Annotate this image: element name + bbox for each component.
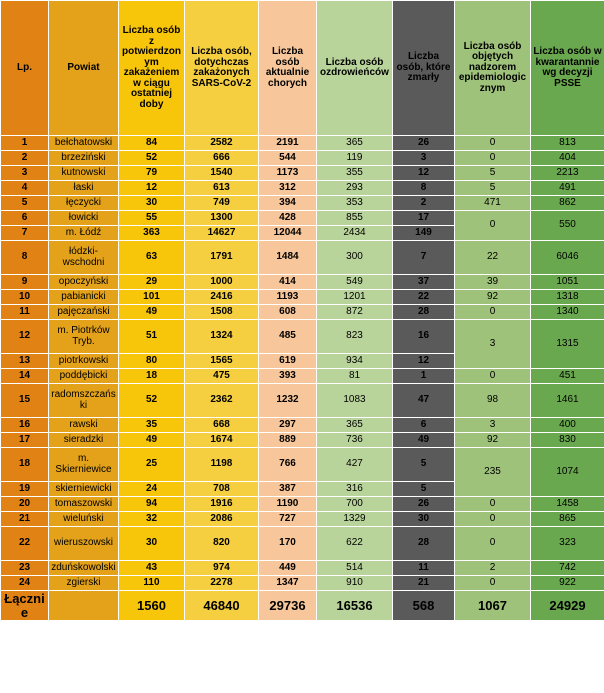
cell-currently-ill: 1193 xyxy=(259,290,317,305)
cell-deaths: 16 xyxy=(393,320,455,354)
cell-powiat: łęczycki xyxy=(49,196,119,211)
cell-powiat: wieluński xyxy=(49,512,119,527)
cell-lp: 3 xyxy=(1,166,49,181)
cell-lp: 4 xyxy=(1,181,49,196)
cell-recovered: 1083 xyxy=(317,384,393,418)
cell-lp: 8 xyxy=(1,241,49,275)
cell-quarantine: 6046 xyxy=(531,241,604,275)
cell-quarantine: 323 xyxy=(531,527,604,561)
cell-total-infected: 2086 xyxy=(185,512,259,527)
cell-new-cases: 52 xyxy=(119,384,185,418)
cell-new-cases: 80 xyxy=(119,354,185,369)
cell-currently-ill: 1173 xyxy=(259,166,317,181)
cell-quarantine: 862 xyxy=(531,196,604,211)
table-row xyxy=(1,433,604,448)
cell-quarantine: 2213 xyxy=(531,166,604,181)
total-powiat xyxy=(49,591,119,621)
cell-supervision: 22 xyxy=(455,241,531,275)
cell-deaths: 12 xyxy=(393,166,455,181)
cell-new-cases: 55 xyxy=(119,211,185,226)
cell-new-cases: 101 xyxy=(119,290,185,305)
cell-deaths: 26 xyxy=(393,497,455,512)
cell-lp: 19 xyxy=(1,482,49,497)
cell-recovered: 293 xyxy=(317,181,393,196)
cell-powiat: opoczyński xyxy=(49,275,119,290)
cell-supervision: 0 xyxy=(455,136,531,151)
cell-quarantine: 1315 xyxy=(531,320,604,369)
table-row xyxy=(1,241,604,275)
cell-new-cases: 43 xyxy=(119,561,185,576)
cell-supervision: 98 xyxy=(455,384,531,418)
cell-deaths: 5 xyxy=(393,482,455,497)
total-quarantine: 24929 xyxy=(531,591,604,621)
total-row xyxy=(1,591,604,621)
cell-currently-ill: 619 xyxy=(259,354,317,369)
cell-currently-ill: 544 xyxy=(259,151,317,166)
cell-deaths: 28 xyxy=(393,527,455,561)
column-header-powiat: Powiat xyxy=(49,1,119,136)
cell-lp: 5 xyxy=(1,196,49,211)
cell-total-infected: 613 xyxy=(185,181,259,196)
cell-recovered: 514 xyxy=(317,561,393,576)
cell-new-cases: 25 xyxy=(119,448,185,482)
cell-supervision: 92 xyxy=(455,433,531,448)
cell-lp: 18 xyxy=(1,448,49,482)
cell-currently-ill: 12044 xyxy=(259,226,317,241)
cell-deaths: 11 xyxy=(393,561,455,576)
cell-new-cases: 30 xyxy=(119,196,185,211)
cell-supervision: 0 xyxy=(455,151,531,166)
cell-deaths: 7 xyxy=(393,241,455,275)
table-row xyxy=(1,211,604,226)
cell-powiat: kutnowski xyxy=(49,166,119,181)
cell-new-cases: 363 xyxy=(119,226,185,241)
cell-recovered: 910 xyxy=(317,576,393,591)
cell-quarantine: 404 xyxy=(531,151,604,166)
cell-recovered: 365 xyxy=(317,418,393,433)
cell-lp: 16 xyxy=(1,418,49,433)
cell-deaths: 28 xyxy=(393,305,455,320)
table-row xyxy=(1,384,604,418)
cell-recovered: 365 xyxy=(317,136,393,151)
cell-currently-ill: 170 xyxy=(259,527,317,561)
cell-total-infected: 2278 xyxy=(185,576,259,591)
cell-total-infected: 1300 xyxy=(185,211,259,226)
table-row xyxy=(1,275,604,290)
cell-total-infected: 1198 xyxy=(185,448,259,482)
column-header-total-infected: Liczba osób, dotychczas zakażonych SARS-CoV-2 xyxy=(185,1,259,136)
cell-quarantine: 1074 xyxy=(531,448,604,497)
cell-new-cases: 94 xyxy=(119,497,185,512)
cell-deaths: 1 xyxy=(393,369,455,384)
table-row xyxy=(1,576,604,591)
cell-new-cases: 110 xyxy=(119,576,185,591)
cell-deaths: 2 xyxy=(393,196,455,211)
cell-currently-ill: 394 xyxy=(259,196,317,211)
cell-lp: 10 xyxy=(1,290,49,305)
table-footer xyxy=(1,591,604,621)
cell-recovered: 81 xyxy=(317,369,393,384)
cell-total-infected: 1000 xyxy=(185,275,259,290)
cell-new-cases: 79 xyxy=(119,166,185,181)
cell-recovered: 2434 xyxy=(317,226,393,241)
cell-deaths: 30 xyxy=(393,512,455,527)
cell-recovered: 316 xyxy=(317,482,393,497)
cell-recovered: 700 xyxy=(317,497,393,512)
cell-powiat: piotrkowski xyxy=(49,354,119,369)
cell-powiat: tomaszowski xyxy=(49,497,119,512)
cell-new-cases: 49 xyxy=(119,305,185,320)
cell-currently-ill: 297 xyxy=(259,418,317,433)
cell-supervision: 0 xyxy=(455,576,531,591)
cell-supervision: 39 xyxy=(455,275,531,290)
cell-quarantine: 865 xyxy=(531,512,604,527)
cell-supervision: 3 xyxy=(455,418,531,433)
cell-lp: 23 xyxy=(1,561,49,576)
cell-currently-ill: 889 xyxy=(259,433,317,448)
cell-recovered: 300 xyxy=(317,241,393,275)
table-row xyxy=(1,561,604,576)
cell-lp: 9 xyxy=(1,275,49,290)
cell-recovered: 1201 xyxy=(317,290,393,305)
cell-currently-ill: 766 xyxy=(259,448,317,482)
cell-deaths: 49 xyxy=(393,433,455,448)
cell-recovered: 119 xyxy=(317,151,393,166)
table-row xyxy=(1,320,604,354)
cell-total-infected: 820 xyxy=(185,527,259,561)
cell-lp: 7 xyxy=(1,226,49,241)
cell-deaths: 21 xyxy=(393,576,455,591)
cell-quarantine: 830 xyxy=(531,433,604,448)
cell-total-infected: 14627 xyxy=(185,226,259,241)
cell-new-cases: 32 xyxy=(119,512,185,527)
cell-quarantine: 400 xyxy=(531,418,604,433)
table-row xyxy=(1,497,604,512)
cell-lp: 2 xyxy=(1,151,49,166)
cell-currently-ill: 1232 xyxy=(259,384,317,418)
column-header-new-cases: Liczba osób z potwierdzonym zakażeniem w ciągu ostatniej doby xyxy=(119,1,185,136)
cell-lp: 6 xyxy=(1,211,49,226)
cell-currently-ill: 312 xyxy=(259,181,317,196)
table-row xyxy=(1,151,604,166)
cell-quarantine: 491 xyxy=(531,181,604,196)
table-header xyxy=(1,1,604,136)
cell-recovered: 353 xyxy=(317,196,393,211)
total-recovered: 16536 xyxy=(317,591,393,621)
cell-total-infected: 974 xyxy=(185,561,259,576)
table-row xyxy=(1,369,604,384)
cell-lp: 17 xyxy=(1,433,49,448)
cell-powiat: zgierski xyxy=(49,576,119,591)
cell-currently-ill: 727 xyxy=(259,512,317,527)
cell-recovered: 355 xyxy=(317,166,393,181)
cell-currently-ill: 608 xyxy=(259,305,317,320)
cell-powiat: pajęczański xyxy=(49,305,119,320)
cell-quarantine: 742 xyxy=(531,561,604,576)
cell-currently-ill: 1190 xyxy=(259,497,317,512)
cell-lp: 12 xyxy=(1,320,49,354)
cell-new-cases: 51 xyxy=(119,320,185,354)
cell-total-infected: 1540 xyxy=(185,166,259,181)
cell-lp: 20 xyxy=(1,497,49,512)
column-header-quarantine: Liczba osób w kwarantannie wg decyzji PSSE xyxy=(531,1,604,136)
cell-deaths: 26 xyxy=(393,136,455,151)
cell-quarantine: 1318 xyxy=(531,290,604,305)
cell-powiat: rawski xyxy=(49,418,119,433)
table-row xyxy=(1,527,604,561)
cell-deaths: 3 xyxy=(393,151,455,166)
cell-supervision: 0 xyxy=(455,369,531,384)
cell-supervision: 5 xyxy=(455,181,531,196)
total-new-cases: 1560 xyxy=(119,591,185,621)
cell-powiat: m. Piotrków Tryb. xyxy=(49,320,119,354)
cell-quarantine: 922 xyxy=(531,576,604,591)
cell-total-infected: 666 xyxy=(185,151,259,166)
column-header-lp: Lp. xyxy=(1,1,49,136)
cell-quarantine: 1458 xyxy=(531,497,604,512)
cell-deaths: 149 xyxy=(393,226,455,241)
cell-supervision: 2 xyxy=(455,561,531,576)
cell-lp: 1 xyxy=(1,136,49,151)
cell-total-infected: 2362 xyxy=(185,384,259,418)
cell-currently-ill: 414 xyxy=(259,275,317,290)
cell-quarantine: 451 xyxy=(531,369,604,384)
cell-quarantine: 1340 xyxy=(531,305,604,320)
table-row xyxy=(1,181,604,196)
cell-supervision: 5 xyxy=(455,166,531,181)
table-row xyxy=(1,166,604,181)
header-row xyxy=(1,1,604,136)
cell-supervision: 0 xyxy=(455,527,531,561)
table-row xyxy=(1,512,604,527)
cell-recovered: 823 xyxy=(317,320,393,354)
table-row xyxy=(1,290,604,305)
cell-supervision: 471 xyxy=(455,196,531,211)
cell-currently-ill: 485 xyxy=(259,320,317,354)
cell-powiat: brzeziński xyxy=(49,151,119,166)
cell-recovered: 622 xyxy=(317,527,393,561)
cell-deaths: 12 xyxy=(393,354,455,369)
table-body xyxy=(1,136,604,591)
cell-powiat: poddębicki xyxy=(49,369,119,384)
cell-recovered: 549 xyxy=(317,275,393,290)
cell-powiat: zduńskowolski xyxy=(49,561,119,576)
total-currently-ill: 29736 xyxy=(259,591,317,621)
cell-new-cases: 18 xyxy=(119,369,185,384)
cell-powiat: radomszczański xyxy=(49,384,119,418)
cell-supervision: 0 xyxy=(455,211,531,241)
cell-new-cases: 29 xyxy=(119,275,185,290)
column-header-supervision: Liczba osób objętych nadzorem epidemiologicznym xyxy=(455,1,531,136)
total-label: Łącznie xyxy=(1,591,49,621)
cell-total-infected: 2582 xyxy=(185,136,259,151)
cell-quarantine: 550 xyxy=(531,211,604,241)
table-row xyxy=(1,305,604,320)
cell-deaths: 17 xyxy=(393,211,455,226)
cell-deaths: 6 xyxy=(393,418,455,433)
cell-total-infected: 1324 xyxy=(185,320,259,354)
cell-recovered: 934 xyxy=(317,354,393,369)
column-header-currently-ill: Liczba osób aktualnie chorych xyxy=(259,1,317,136)
cell-currently-ill: 1484 xyxy=(259,241,317,275)
cell-supervision: 92 xyxy=(455,290,531,305)
cell-recovered: 736 xyxy=(317,433,393,448)
cell-powiat: łowicki xyxy=(49,211,119,226)
cell-currently-ill: 393 xyxy=(259,369,317,384)
cell-lp: 14 xyxy=(1,369,49,384)
cell-total-infected: 1565 xyxy=(185,354,259,369)
total-infected: 46840 xyxy=(185,591,259,621)
cell-quarantine: 1051 xyxy=(531,275,604,290)
table-row xyxy=(1,196,604,211)
cell-new-cases: 12 xyxy=(119,181,185,196)
cell-lp: 13 xyxy=(1,354,49,369)
cell-supervision: 0 xyxy=(455,497,531,512)
cell-total-infected: 708 xyxy=(185,482,259,497)
table-row xyxy=(1,448,604,482)
column-header-deaths: Liczba osób, które zmarły xyxy=(393,1,455,136)
cell-powiat: wieruszowski xyxy=(49,527,119,561)
cell-total-infected: 1916 xyxy=(185,497,259,512)
cell-new-cases: 35 xyxy=(119,418,185,433)
cell-powiat: skierniewicki xyxy=(49,482,119,497)
cell-powiat: sieradzki xyxy=(49,433,119,448)
cell-supervision: 3 xyxy=(455,320,531,369)
cell-deaths: 37 xyxy=(393,275,455,290)
cell-lp: 24 xyxy=(1,576,49,591)
cell-supervision: 235 xyxy=(455,448,531,497)
cell-powiat: bełchatowski xyxy=(49,136,119,151)
cell-supervision: 0 xyxy=(455,305,531,320)
cell-supervision: 0 xyxy=(455,512,531,527)
cell-lp: 22 xyxy=(1,527,49,561)
cell-currently-ill: 449 xyxy=(259,561,317,576)
cell-currently-ill: 387 xyxy=(259,482,317,497)
cell-currently-ill: 428 xyxy=(259,211,317,226)
cell-deaths: 5 xyxy=(393,448,455,482)
cell-powiat: m. Skierniewice xyxy=(49,448,119,482)
cell-total-infected: 475 xyxy=(185,369,259,384)
table-row xyxy=(1,136,604,151)
total-supervision: 1067 xyxy=(455,591,531,621)
cell-new-cases: 49 xyxy=(119,433,185,448)
cell-recovered: 1329 xyxy=(317,512,393,527)
cell-recovered: 427 xyxy=(317,448,393,482)
cell-powiat: m. Łódź xyxy=(49,226,119,241)
cell-currently-ill: 2191 xyxy=(259,136,317,151)
cell-total-infected: 1508 xyxy=(185,305,259,320)
cell-new-cases: 63 xyxy=(119,241,185,275)
cell-new-cases: 84 xyxy=(119,136,185,151)
cell-lp: 21 xyxy=(1,512,49,527)
cell-currently-ill: 1347 xyxy=(259,576,317,591)
column-header-recovered: Liczba osób ozdrowieńców xyxy=(317,1,393,136)
cell-recovered: 855 xyxy=(317,211,393,226)
cell-total-infected: 1791 xyxy=(185,241,259,275)
cell-powiat: łaski xyxy=(49,181,119,196)
cell-total-infected: 668 xyxy=(185,418,259,433)
total-deaths: 568 xyxy=(393,591,455,621)
cell-powiat: łódzki-wschodni xyxy=(49,241,119,275)
cell-deaths: 47 xyxy=(393,384,455,418)
cell-new-cases: 52 xyxy=(119,151,185,166)
cell-total-infected: 2416 xyxy=(185,290,259,305)
cell-powiat: pabianicki xyxy=(49,290,119,305)
cell-quarantine: 813 xyxy=(531,136,604,151)
cell-total-infected: 749 xyxy=(185,196,259,211)
cell-lp: 11 xyxy=(1,305,49,320)
cell-lp: 15 xyxy=(1,384,49,418)
table-row xyxy=(1,418,604,433)
cell-deaths: 8 xyxy=(393,181,455,196)
cell-quarantine: 1461 xyxy=(531,384,604,418)
cell-new-cases: 30 xyxy=(119,527,185,561)
cell-recovered: 872 xyxy=(317,305,393,320)
cell-total-infected: 1674 xyxy=(185,433,259,448)
cell-deaths: 22 xyxy=(393,290,455,305)
cell-new-cases: 24 xyxy=(119,482,185,497)
